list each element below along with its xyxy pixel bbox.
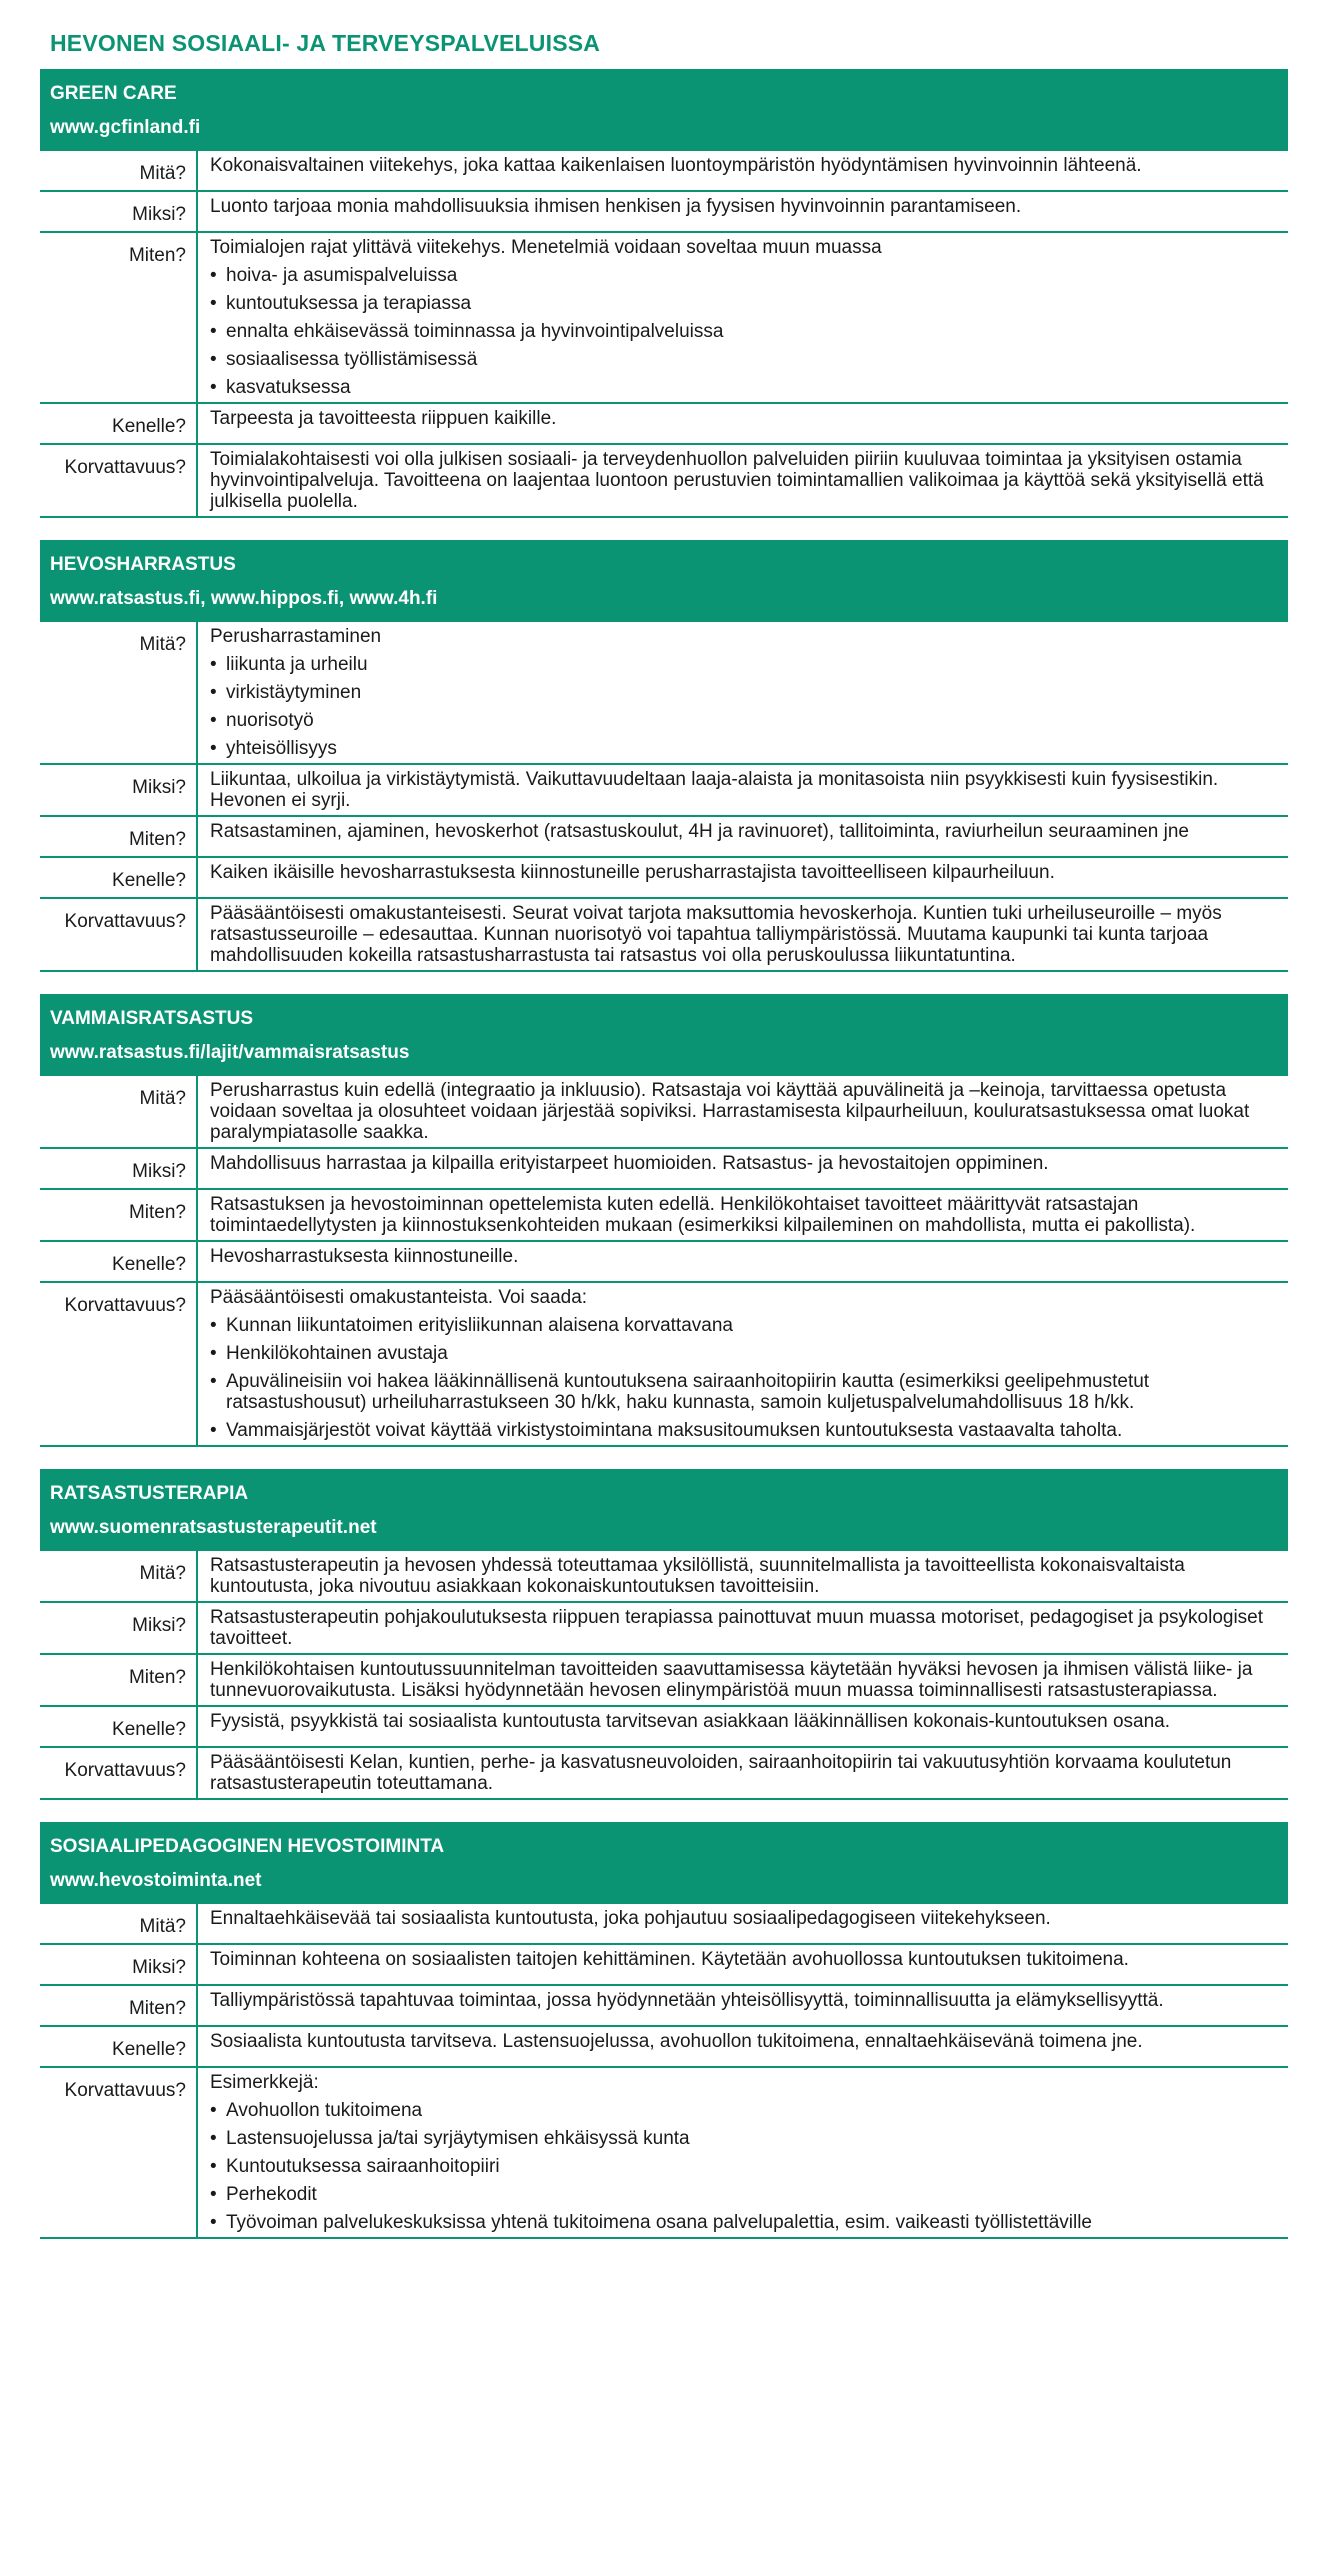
row-text: Ratsastusterapeutin ja hevosen yhdessä toteuttamaa yksilöllistä, suunnitelmallista ja tavoitteellista kokonaisvaltaista kuntoutusta, joka nivoutuu asiakkaan kokonaiskuntoutuksen tavoitteisiin. [210,1555,1185,1597]
row-content [198,1190,1288,1240]
section-title: VAMMAISRATSASTUS [50,1008,254,1029]
table-row [40,1149,1288,1190]
row-content [198,233,1288,402]
row-content [198,151,1288,190]
row-content [198,1707,1288,1746]
section-header [40,69,1288,151]
table-row [40,1904,1288,1945]
row-label: Miksi? [40,1603,198,1653]
row-content [198,1076,1288,1147]
row-label: Miten? [40,1655,198,1705]
row-label: Miksi? [40,765,198,815]
row-label: Miten? [40,817,198,856]
row-content [198,1655,1288,1705]
row-content [198,817,1288,856]
section-url: www.gcfinland.fi [50,117,201,138]
row-content [198,2027,1288,2066]
row-content [198,192,1288,231]
table-row [40,765,1288,817]
row-label: Korvattavuus? [40,1748,198,1798]
row-text: Luonto tarjoaa monia mahdollisuuksia ihmisen henkisen ja fyysisen hyvinvoinnin parantamiseen. [210,196,1022,217]
list-item: • nuorisotyö [210,710,1278,731]
row-text: Henkilökohtaisen kuntoutussuunnitelman tavoitteiden saavuttamisessa käytetään hyväksi hevosen ja ihmisen välistä liike- ja tunnevuorovaikutusta. Lisäksi hyödynnetään hevosen elinympäristöä muun muassa toiminnallisesti ratsastusterapiassa. [210,1659,1253,1701]
section-url: www.suomenratsastusterapeutit.net [50,1517,377,1538]
row-text: Toiminnan kohteena on sosiaalisten taitojen kehittäminen. Käytetään avohuollossa kuntoutuksen tukitoimena. [210,1949,1129,1970]
row-label: Kenelle? [40,858,198,897]
section-header [40,994,1288,1076]
bullet-list [210,1315,1278,1441]
list-item: • ennalta ehkäisevässä toiminnassa ja hyvinvointipalveluissa [210,321,1278,342]
row-content [198,404,1288,443]
section [40,994,1288,1447]
row-content [198,622,1288,763]
row-text: Toimialakohtaisesti voi olla julkisen sosiaali- ja terveydenhuollon palveluiden piiriin kuuluvaa toimintaa ja yksityisen ostamia hyvinvointipalveluja. Tavoitteena on laajentaa luontoon perustuvien toimintamallien valikoimaa ja käyttöä sekä yksityisellä että julkisella puolella. [210,449,1264,512]
row-label: Miksi? [40,192,198,231]
section-url: www.ratsastus.fi/lajit/vammaisratsastus [50,1042,410,1063]
row-label: Korvattavuus? [40,1283,198,1445]
table-row [40,404,1288,445]
table-row [40,2068,1288,2239]
table-row [40,622,1288,765]
row-text: Pääsääntöisesti omakustanteisesti. Seurat voivat tarjota maksuttomia hevoskerhoja. Kuntien tuki urheiluseuroille – myös ratsastusseuroille – edesauttaa. Kunnan nuorisotyö voi tapahtua talliympäristössä. Muutama kaupunki tai kunta tarjoaa mahdollisuuden kokeilla ratsastusharrastusta tai ratsastus voi olla peruskoulussa liikuntatuntina. [210,903,1222,966]
row-label: Kenelle? [40,2027,198,2066]
row-text: Ratsastusterapeutin pohjakoulutuksesta riippuen terapiassa painottuvat muun muassa motoriset, pedagogiset ja psykologiset tavoitteet. [210,1607,1264,1649]
list-item: • Työvoiman palvelukeskuksissa yhtenä tukitoimena osana palvelupalettia, esim. vaikeasti työllistettäville [210,2212,1278,2233]
row-text: Sosiaalista kuntoutusta tarvitseva. Lastensuojelussa, avohuollon tukitoimena, ennaltaehkäisevänä toimena jne. [210,2031,1143,2052]
section-title: GREEN CARE [50,83,177,104]
row-text: Perusharrastaminen [210,626,382,647]
list-item: • Apuvälineisiin voi hakea lääkinnällisenä kuntoutuksena sairaanhoitopiirin kautta (esimerkiksi geelipehmustetut ratsastushousut) urheiluharrastukseen 30 h/kk, haku kunnasta, samoin kuljetuspalvelumahdollisuus 18 h/kk. [210,1371,1278,1413]
row-content [198,1904,1288,1943]
list-item: • Avohuollon tukitoimena [210,2100,1278,2121]
row-label: Miten? [40,1190,198,1240]
row-content [198,1603,1288,1653]
list-item: • Perhekodit [210,2184,1278,2205]
table-row [40,151,1288,192]
table-row [40,1655,1288,1707]
list-item: • liikunta ja urheilu [210,654,1278,675]
row-content [198,2068,1288,2237]
table-row [40,2027,1288,2068]
list-item: • Lastensuojelussa ja/tai syrjäytymisen ehkäisyssä kunta [210,2128,1278,2149]
row-text: Toimialojen rajat ylittävä viitekehys. Menetelmiä voidaan soveltaa muun muassa [210,237,882,258]
table-row [40,1603,1288,1655]
section-header [40,540,1288,622]
row-content [198,1283,1288,1445]
table-row [40,233,1288,404]
row-text: Ratsastaminen, ajaminen, hevoskerhot (ratsastuskoulut, 4H ja ravinuoret), tallitoiminta, raviurheilun seuraaminen jne [210,821,1189,842]
row-label: Miksi? [40,1945,198,1984]
row-label: Korvattavuus? [40,899,198,970]
bullet-list [210,265,1278,398]
row-text: Pääsääntöisesti omakustanteista. Voi saada: [210,1287,588,1308]
row-text: Liikuntaa, ulkoilua ja virkistäytymistä. Vaikuttavuudeltaan laaja-alaista ja monitasoista niin psyykkisesti kuin fyysisestikin. Hevonen ei syrji. [210,769,1219,811]
sections-container [40,69,1288,2239]
row-label: Mitä? [40,151,198,190]
row-label: Mitä? [40,1076,198,1147]
row-text: Pääsääntöisesti Kelan, kuntien, perhe- ja kasvatusneuvoloiden, sairaanhoitopiirin tai vakuutusyhtiön korvaama koulutetun ratsastusterapeutin toteuttamana. [210,1752,1232,1794]
row-label: Mitä? [40,1551,198,1601]
row-text: Mahdollisuus harrastaa ja kilpailla erityistarpeet huomioiden. Ratsastus- ja hevostaitojen oppiminen. [210,1153,1049,1174]
row-content [198,1149,1288,1188]
row-content [198,1748,1288,1798]
table-row [40,1707,1288,1748]
row-label: Korvattavuus? [40,445,198,516]
section-url: www.ratsastus.fi, www.hippos.fi, www.4h.fi [50,588,438,609]
row-content [198,858,1288,897]
row-content [198,1986,1288,2025]
table-row [40,1242,1288,1283]
table-row [40,1748,1288,1800]
row-label: Miksi? [40,1149,198,1188]
row-text: Talliympäristössä tapahtuvaa toimintaa, jossa hyödynnetään yhteisöllisyyttä, toiminnallisuutta ja elämyksellisyyttä. [210,1990,1164,2011]
row-text: Esimerkkejä: [210,2072,319,2093]
row-text: Ratsastuksen ja hevostoiminnan opettelemista kuten edellä. Henkilökohtaiset tavoitteet määrittyvät ratsastajan toimintaedellytysten ja kiinnostuksenkohteiden mukaan (esimerkiksi kilpaileminen on mahdollista, mutta ei pakollista). [210,1194,1196,1236]
table-row [40,1076,1288,1149]
row-text: Hevosharrastuksesta kiinnostuneille. [210,1246,519,1267]
row-label: Korvattavuus? [40,2068,198,2237]
section-title: RATSASTUSTERAPIA [50,1483,249,1504]
row-label: Kenelle? [40,1242,198,1281]
section-title: HEVOSHARRASTUS [50,554,236,575]
row-content [198,899,1288,970]
table-row [40,817,1288,858]
section [40,1469,1288,1800]
list-item: • hoiva- ja asumispalveluissa [210,265,1278,286]
table-row [40,899,1288,972]
list-item: • yhteisöllisyys [210,738,1278,759]
list-item: • kuntoutuksessa ja terapiassa [210,293,1278,314]
list-item: • kasvatuksessa [210,377,1278,398]
section [40,540,1288,972]
table-row [40,858,1288,899]
row-text: Kokonaisvaltainen viitekehys, joka kattaa kaikenlaisen luontoympäristön hyödyntämisen hyvinvoinnin lähteenä. [210,155,1142,176]
list-item: • Kunnan liikuntatoimen erityisliikunnan alaisena korvattavana [210,1315,1278,1336]
table-row [40,1945,1288,1986]
section-header [40,1469,1288,1551]
row-label: Miten? [40,1986,198,2025]
row-label: Kenelle? [40,1707,198,1746]
list-item: • Vammaisjärjestöt voivat käyttää virkistystoimintana maksusitoumuksen kuntoutuksesta vastaavalta taholta. [210,1420,1278,1441]
row-label: Mitä? [40,622,198,763]
table-row [40,1551,1288,1603]
bullet-list [210,2100,1278,2233]
table-row [40,192,1288,233]
row-content [198,1945,1288,1984]
list-item: • sosiaalisessa työllistämisessä [210,349,1278,370]
table-row [40,445,1288,518]
list-item: • virkistäytyminen [210,682,1278,703]
row-content [198,765,1288,815]
row-content [198,1551,1288,1601]
row-label: Miten? [40,233,198,402]
row-text: Perusharrastus kuin edellä (integraatio ja inkluusio). Ratsastaja voi käyttää apuvälineitä ja –keinoja, tarvittaessa opetusta voidaan soveltaa ja olosuhteet voidaan järjestää sopiviksi. Harrastamisesta kilpaurheiluun, kouluratsastuksessa omat luokat paralympiatasolle saakka. [210,1080,1250,1143]
list-item: • Henkilökohtainen avustaja [210,1343,1278,1364]
row-text: Kaiken ikäisille hevosharrastuksesta kiinnostuneille perusharrastajista tavoitteelliseen kilpaurheiluun. [210,862,1055,883]
row-content [198,1242,1288,1281]
row-text: Fyysistä, psyykkistä tai sosiaalista kuntoutusta tarvitsevan asiakkaan lääkinnällisen kokonais-kuntoutuksen osana. [210,1711,1171,1732]
table-row [40,1283,1288,1447]
page-title: HEVONEN SOSIAALI- JA TERVEYSPALVELUISSA [50,30,601,56]
row-text: Ennaltaehkäisevää tai sosiaalista kuntoutusta, joka pohjautuu sosiaalipedagogiseen viitekehykseen. [210,1908,1051,1929]
list-item: • Kuntoutuksessa sairaanhoitopiiri [210,2156,1278,2177]
bullet-list [210,654,1278,759]
section-title: SOSIAALIPEDAGOGINEN HEVOSTOIMINTA [50,1836,445,1857]
row-content [198,445,1288,516]
section-url: www.hevostoiminta.net [50,1870,262,1891]
row-text: Tarpeesta ja tavoitteesta riippuen kaikille. [210,408,557,429]
table-row [40,1190,1288,1242]
row-label: Kenelle? [40,404,198,443]
section [40,1822,1288,2239]
section-header [40,1822,1288,1904]
row-label: Mitä? [40,1904,198,1943]
table-row [40,1986,1288,2027]
section [40,69,1288,518]
